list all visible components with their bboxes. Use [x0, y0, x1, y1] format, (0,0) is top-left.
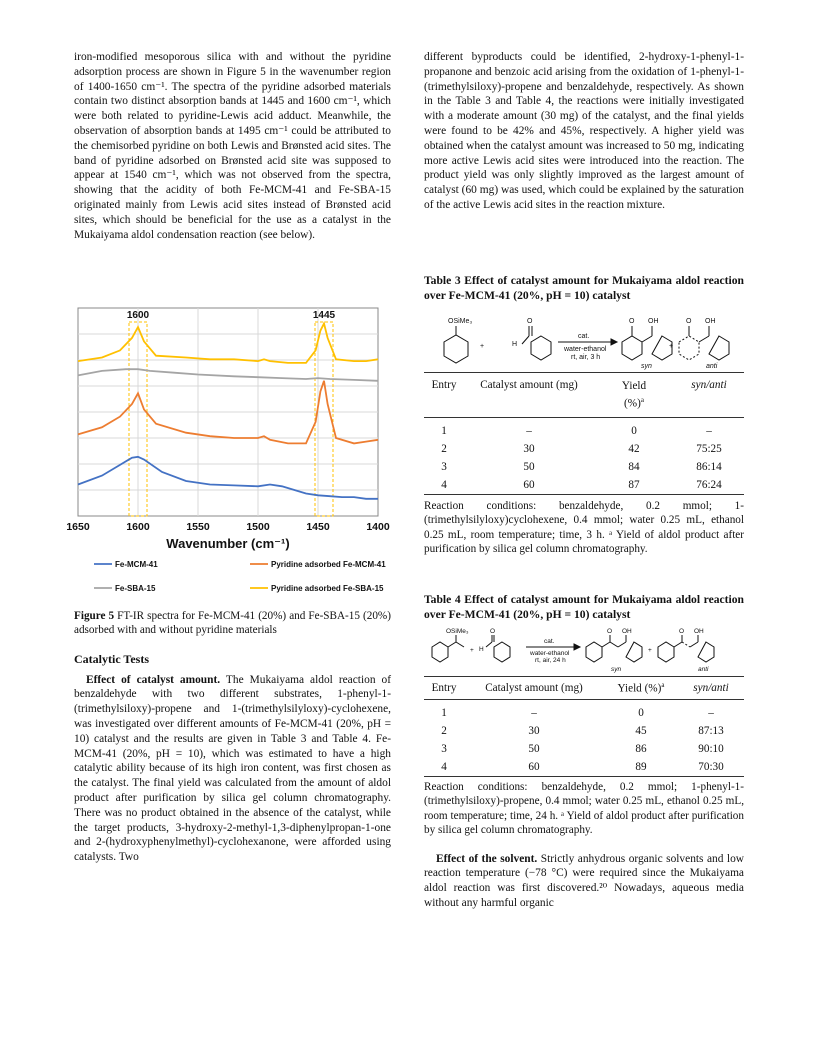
figure-caption-text: FT-IR spectra for Fe-MCM-41 (20%) and Fe-SBA-15 (20%) adsorbed with and without pyridine materials	[74, 610, 391, 637]
paragraph-body: The Mukaiyama aldol reaction of benzaldehyde with two different substrates, 1-phenyl-1-(trimethylsiloxy)-propene and 1-(trimethylsilyloxy)-cyclohexene, was investigated over different amounts of Fe-MCM-41 (20%, pH = 10) catalyst and the results are given in Table 3 and Table 4. Fe-MCM-41 (20%, pH = 10), which was estimated to have a high catalytic ability because of its high iron content, was first chosen as the catalyst. The final yield was calculated from the amount of aldol product after purification by silica gel column chromatography. There was no product obtained in the absence of the catalyst, while the target products, 3-hydroxy-2-methyl-1,3-diphenylpropan-1-one and 2-(hydroxyphenylmethyl)-cyclohexanone, were afforded using catalysts. Two	[74, 673, 392, 864]
legend-label: Fe-SBA-15	[115, 584, 156, 593]
peak-annotation: 1600	[126, 310, 150, 321]
figure-caption-label: Figure 5	[74, 610, 115, 622]
x-axis-label: Wavenumber (cm⁻¹)	[166, 536, 290, 551]
aldehyde-o: O	[527, 318, 533, 325]
t4-anti-label: anti	[698, 666, 709, 673]
plus-sign-2: +	[669, 343, 674, 350]
t4-col-ratio: syn/anti	[693, 681, 729, 694]
col-yield-label: Yield	[621, 380, 647, 392]
x-tick-label: 1550	[186, 521, 210, 533]
table-3-footnote: Reaction conditions: benzaldehyde, 0.2 mmol; 1-(trimethylsilyloxy)cyclohexene, 0.4 mmol; water 0.25 mL, ethanol 0.25 mL, room temperature; time, 3 h. ᵃ Yield of aldol product after purification by silica gel column chromatography.	[424, 500, 744, 556]
t4-product-oh: OH	[622, 628, 632, 635]
table-3-caption-block	[424, 274, 744, 303]
col-entry: Entry	[431, 379, 457, 391]
cell-entry: 1	[441, 424, 447, 437]
cell-entry: 2	[441, 724, 447, 737]
paragraph-byproducts: different byproducts could be identified, 2-hydroxy-1-phenyl-1-propanone and benzoic acid arising from the oxidation of 1-phenyl-1-(trimethylsiloxy)-propene and benzaldehyde, respectively. As shown in the Table 3 and Table 4, the reactions were initially investigated with a moderate amount (30 mg) of the catalyst, and the final yields were found to be 42% and 45%, respectively. A higher yield was obtained when the catalyst amount was increased to 50 mg, indicating more active Lewis acid sites were introduced into the reaction. The product yield was only slightly improved as the largest amount of catalyst (60 mg) was used, which could be explained by the saturation of the active Lewis acid sites in the reaction mixture.	[424, 51, 744, 211]
cell-entry: 3	[441, 742, 447, 755]
section-heading: Catalytic Tests	[74, 651, 149, 666]
cell-yield: 45	[635, 724, 647, 737]
cell-amount: –	[526, 424, 532, 437]
x-tick-label: 1650	[66, 521, 90, 533]
arrow-conditions: rt, air, 3 h	[571, 354, 601, 361]
cell-yield: 86	[635, 742, 647, 755]
product-anti-oh: OH	[705, 318, 716, 325]
t4-product-anti-oh: OH	[694, 628, 704, 635]
t4-col-yield-label: Yield (%)	[617, 682, 662, 695]
table-row	[424, 722, 744, 740]
paragraph-solvent-lead: Effect of the solvent.	[436, 852, 538, 865]
cell-yield: 0	[631, 424, 637, 437]
legend-label: Pyridine adsorbed Fe-SBA-15	[271, 584, 384, 593]
table-4-header	[424, 677, 744, 700]
col-yield-sup: a	[640, 396, 644, 404]
table-3-header	[424, 373, 744, 418]
paragraph-solvent-body: Strictly anhydrous organic solvents and low reaction temperature (−78 °C) were required since the Mukaiyama aldol reaction was first discovered.²⁰ Nowadays, aqueous media without any harmful organic	[424, 852, 744, 910]
paragraph-lead: Effect of catalyst amount.	[86, 673, 221, 686]
table-4-footnote: Reaction conditions: benzaldehyde, 0.2 mmol; 1-phenyl-1-(trimethylsiloxy)-propene, 0.4 mmol; water 0.25 mL, ethanol 0.25 mL, room temperature; time, 24 h. ᵃ Yield of aldol product after purification by silica gel column chromatography.	[424, 781, 744, 837]
product-oh: OH	[648, 318, 659, 325]
t4-plus-sign: +	[470, 647, 474, 654]
cell-amount: –	[531, 706, 537, 719]
peak-annotation: 1445	[312, 310, 336, 321]
t4-aldehyde-o: O	[490, 628, 496, 635]
cell-yield: 84	[628, 460, 640, 473]
t4-aldehyde-h: H	[479, 646, 484, 653]
cell-entry: 3	[441, 460, 447, 473]
arrow-solvent: water-ethanol	[564, 346, 607, 353]
paragraph-ftir: iron-modified mesoporous silica with and without the pyridine adsorption process are shown in Figure 5 in the wavenumber region of 1400-1650 cm⁻¹. The spectra of the pyridine adsorbed materials contain two distinct absorption bands at 1445 and 1600 cm⁻¹, which were both related to pyridine-Lewis acid adduct. Meanwhile, the observation of absorption bands at 1495 cm⁻¹ could be attributed to the chemisorbed pyridine on both Lewis and Brønsted acid sites. The band of pyridine adsorbed on Brønsted acid site was supposed to appear at 1540 cm⁻¹, which was not observed from the spectra, showing that the acidity of both Fe-MCM-41 and Fe-SBA-15 originated mainly from Lewis acid sites instead of Brønsted acid sites, which should be beneficial for the use as a catalyst in the Mukaiyama aldol condensation reaction (see below).	[74, 51, 391, 241]
table-row	[424, 440, 744, 458]
col-yield-unit: (%)	[624, 397, 641, 410]
t4-plus-sign-2: +	[648, 647, 652, 654]
cell-ratio: 70:30	[698, 760, 724, 773]
cell-entry: 4	[441, 478, 447, 491]
anti-label: anti	[706, 363, 718, 370]
cell-amount: 30	[523, 442, 535, 455]
plus-sign: +	[480, 343, 485, 350]
cell-ratio: 87:13	[698, 724, 724, 737]
cell-entry: 4	[441, 760, 447, 773]
cell-ratio: –	[706, 424, 712, 437]
cell-ratio: 75:25	[696, 442, 722, 455]
t4-product-anti-o: O	[679, 628, 685, 635]
product-anti-o: O	[686, 318, 692, 325]
cell-yield: 87	[628, 478, 640, 491]
figure-caption	[74, 609, 391, 638]
cell-yield: 42	[628, 442, 640, 455]
x-tick-label: 1500	[246, 521, 270, 533]
cell-ratio: 76:24	[696, 478, 722, 491]
t4-col-yield	[604, 677, 678, 700]
t4-col-entry: Entry	[431, 681, 457, 694]
t4-syn-label: syn	[611, 666, 622, 673]
table-4	[424, 676, 744, 777]
syn-label: syn	[641, 363, 652, 370]
table-row	[424, 740, 744, 758]
x-tick-label: 1450	[306, 521, 330, 533]
product-o: O	[629, 318, 635, 325]
table-4-caption-block	[424, 593, 744, 622]
ftir-chart	[66, 300, 392, 600]
col-ratio: syn/anti	[691, 379, 727, 391]
t4-col-amount: Catalyst amount (mg)	[485, 681, 583, 694]
table-3-reaction-scheme	[426, 312, 744, 368]
col-amount: Catalyst amount (mg)	[480, 379, 578, 391]
left-column-lower	[74, 609, 391, 865]
left-column	[74, 50, 391, 242]
t4-arrow-catalyst: cat.	[544, 638, 555, 645]
cell-amount: 60	[523, 478, 535, 491]
col-yield	[594, 373, 674, 418]
t4-reagent-label: OSiMe₃	[446, 628, 469, 635]
x-tick-label: 1400	[366, 521, 390, 533]
cell-amount: 30	[528, 724, 540, 737]
cell-amount: 50	[528, 742, 540, 755]
table-4-caption: Table 4 Effect of catalyst amount for Mukaiyama aldol reaction over Fe-MCM-41 (20%, pH = 10) catalyst	[424, 593, 744, 621]
table-row	[424, 458, 744, 476]
paragraph-solvent	[424, 852, 744, 911]
cell-entry: 1	[441, 706, 447, 719]
cell-ratio: –	[708, 706, 714, 719]
table-row	[424, 417, 744, 440]
figure-5	[66, 300, 392, 600]
arrow-catalyst: cat.	[578, 333, 590, 340]
cell-yield: 0	[638, 706, 644, 719]
table-row	[424, 476, 744, 495]
paragraph-catalyst-amount	[74, 673, 391, 865]
cell-ratio: 86:14	[696, 460, 722, 473]
cell-entry: 2	[441, 442, 447, 455]
aldehyde-h: H	[512, 341, 518, 348]
cell-ratio: 90:10	[698, 742, 724, 755]
t4-product-o: O	[607, 628, 613, 635]
cell-yield: 89	[635, 760, 647, 773]
cell-amount: 50	[523, 460, 535, 473]
x-tick-label: 1600	[126, 521, 150, 533]
table-3	[424, 372, 744, 495]
cell-amount: 60	[528, 760, 540, 773]
t4-arrow-conditions: rt, air, 24 h	[535, 657, 566, 664]
right-column	[424, 50, 744, 213]
t4-arrow-solvent: water-ethanol	[530, 650, 570, 657]
legend-label: Pyridine adsorbed Fe-MCM-41	[271, 560, 386, 569]
table-row	[424, 758, 744, 777]
table-row	[424, 699, 744, 722]
reagent-label: OSiMe₃	[448, 318, 473, 325]
table-3-footnote-block	[424, 499, 744, 557]
t4-col-yield-sup: a	[661, 681, 665, 689]
table-4-reaction-scheme	[426, 625, 744, 675]
legend-label: Fe-MCM-41	[115, 560, 158, 569]
table-3-caption: Table 3 Effect of catalyst amount for Mukaiyama aldol reaction over Fe-MCM-41 (20%, pH = 10) catalyst	[424, 274, 744, 302]
table-4-footnote-block	[424, 780, 744, 911]
